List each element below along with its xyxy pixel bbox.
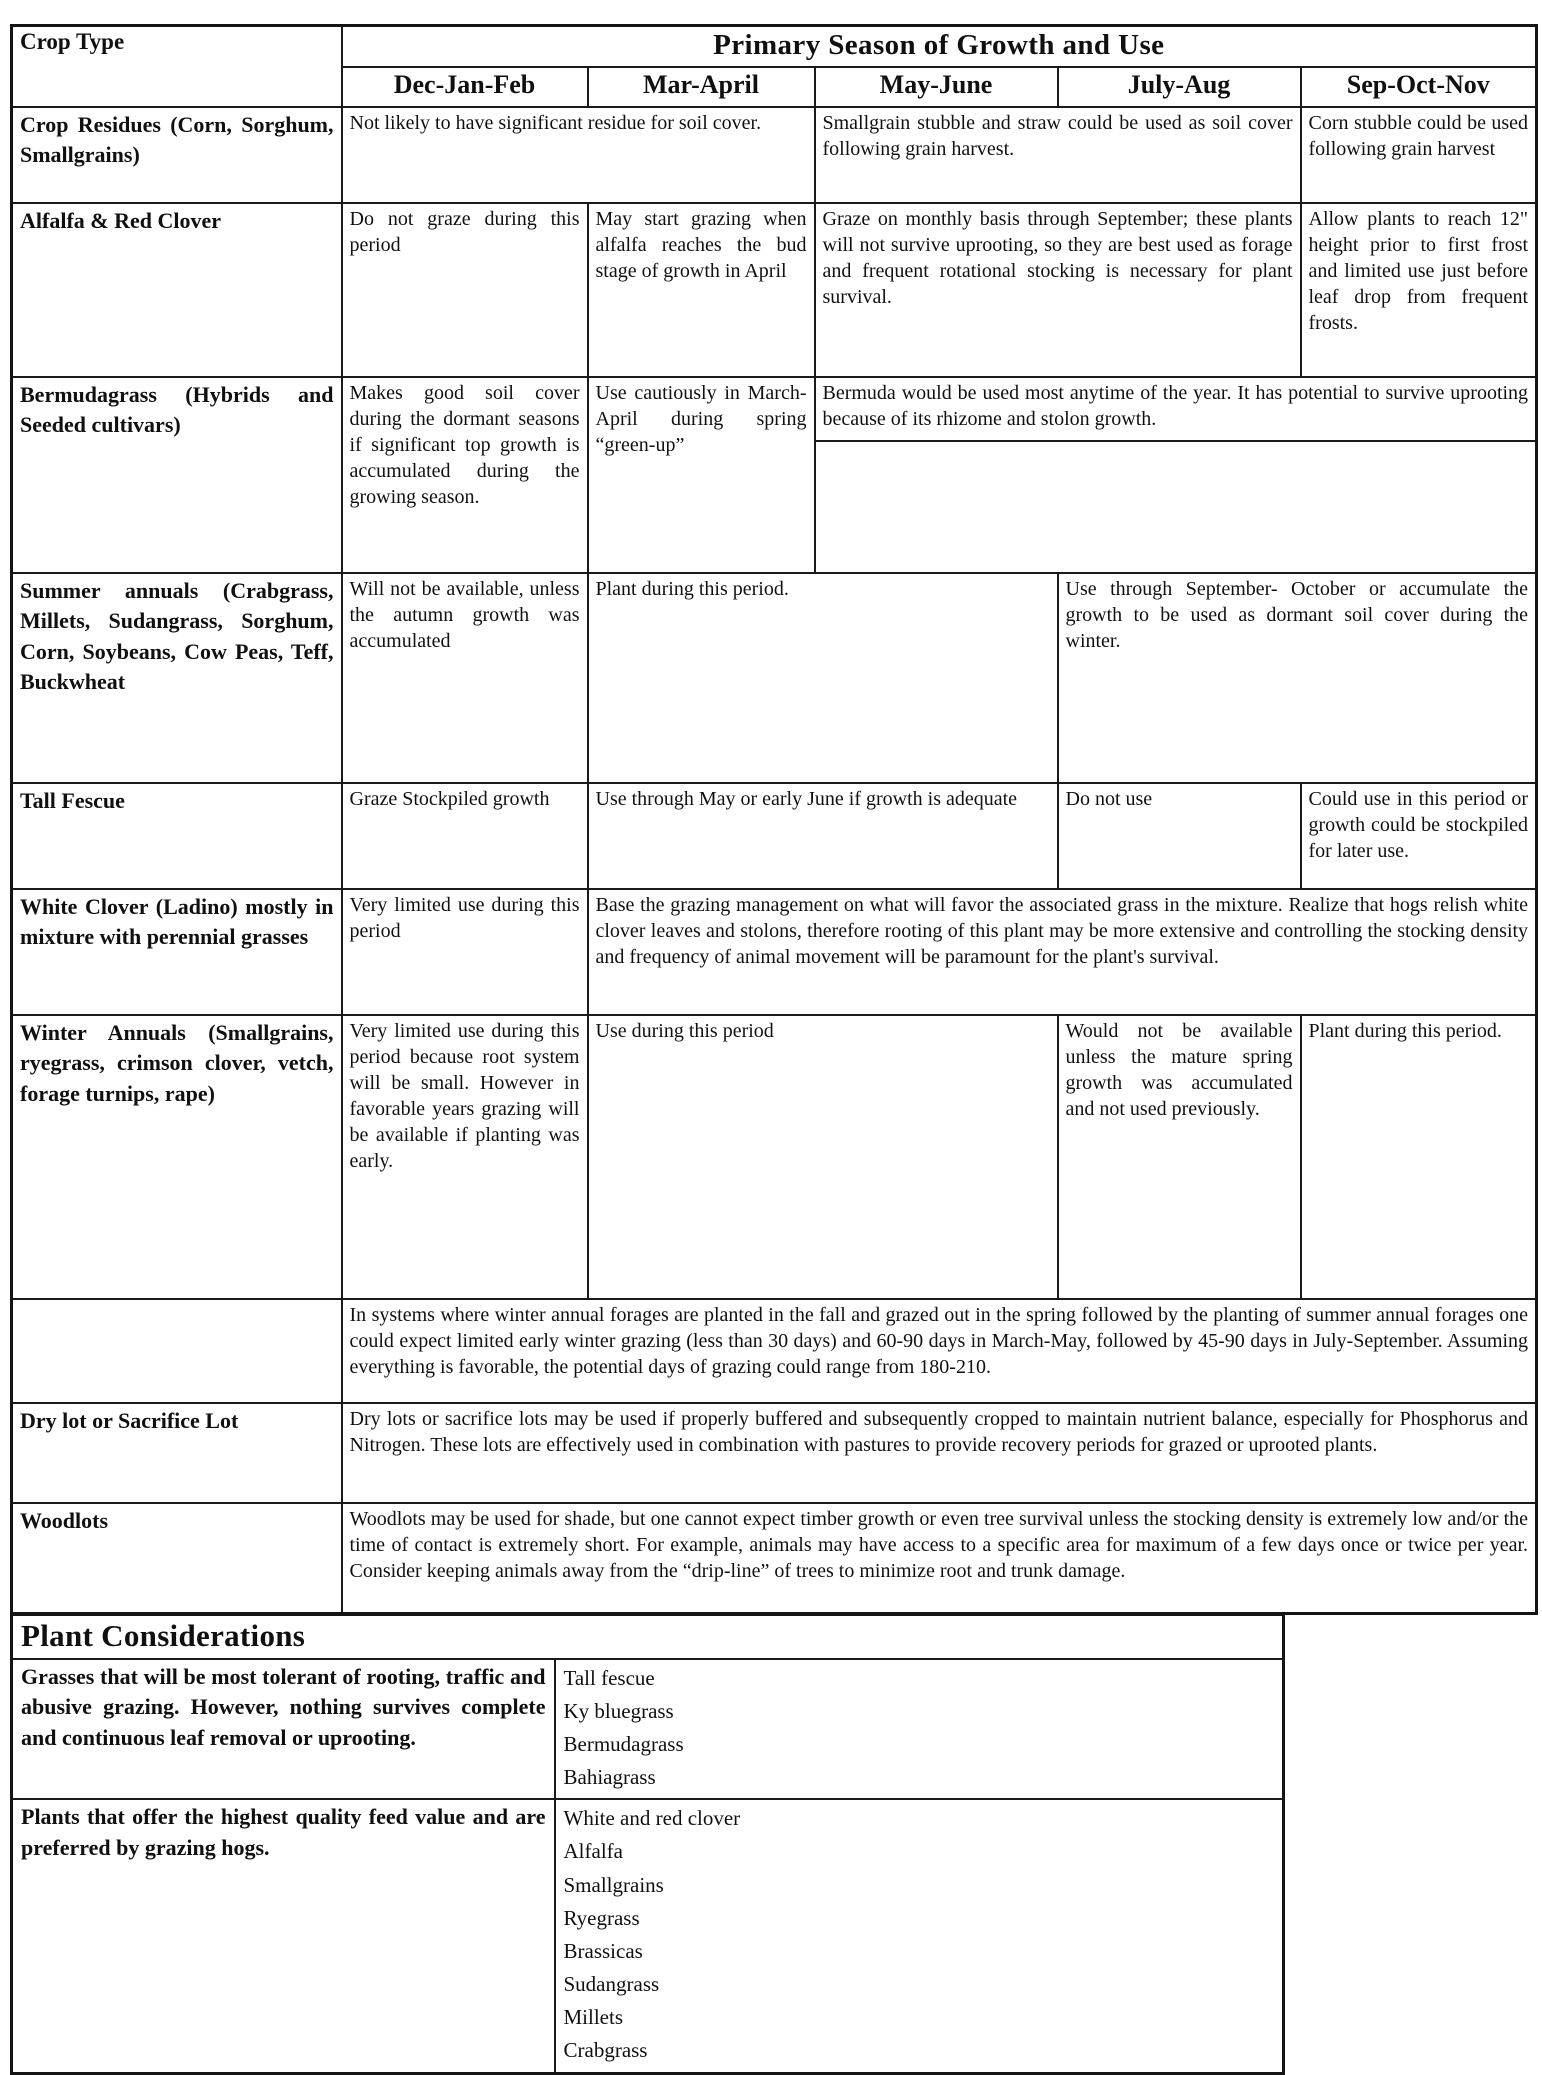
table-row-dry-lot: [12, 1403, 1537, 1503]
table-row-winter-summer-systems-note: [12, 1299, 1537, 1403]
consideration-description: Grasses that will be most tolerant of rooting, traffic and abusive grazing. However, nothing survives complete and continuous leaf removal or uprooting.: [12, 1659, 555, 1800]
season-cell: In systems where winter annual forages are planted in the fall and grazed out in the spring followed by the planting of summer annual forages one could expect limited early winter grazing (less than 30 days) and 60-90 days in March-May, followed by 45-90 days in July-September. Assuming everything is favorable, the potential days of grazing could range from 180-210.: [342, 1299, 1537, 1403]
season-cell: Plant during this period.: [1301, 1015, 1537, 1299]
table-row-woodlots: [12, 1503, 1537, 1613]
plant-considerations-header-row: [12, 1614, 1284, 1659]
season-cell: Graze on monthly basis through September; these plants will not survive uprooting, so they are best used as forage and frequent rotational stocking is necessary for plant survival.: [815, 203, 1301, 377]
table-row-crop-residues: [12, 107, 1537, 203]
plant-considerations-title: Plant Considerations: [12, 1614, 1284, 1659]
crop-type-cell: Summer annuals (Crabgrass, Millets, Sudangrass, Sorghum, Corn, Soybeans, Cow Peas, Teff, Buckwheat: [12, 573, 342, 783]
consideration-description: Plants that offer the highest quality feed value and are preferred by grazing hogs.: [12, 1799, 555, 2073]
header-row-season: [12, 26, 1537, 68]
table-row-alfalfa-red-clover: [12, 203, 1537, 377]
season-cell: Very limited use during this period because root system will be small. However in favorable years grazing will be available if planting was early.: [342, 1015, 588, 1299]
crop-type-cell: Crop Residues (Corn, Sorghum, Smallgrains): [12, 107, 342, 203]
season-cell: May start grazing when alfalfa reaches the bud stage of growth in April: [588, 203, 815, 377]
season-cell: Do not graze during this period: [342, 203, 588, 377]
season-cell: Would not be available unless the mature spring growth was accumulated and not used previously.: [1058, 1015, 1301, 1299]
corner-header-crop-type: Crop Type: [12, 26, 342, 108]
season-cell: Do not use: [1058, 783, 1301, 889]
season-cell: Plant during this period.: [588, 573, 1058, 783]
plant-considerations-table: [10, 1613, 1285, 2075]
season-cell: Makes good soil cover during the dormant seasons if significant top growth is accumulated during the growing season.: [342, 377, 588, 573]
plant-list-item: Smallgrains: [563, 1872, 664, 1897]
plant-list-item: Sudangrass: [563, 1972, 660, 1997]
plant-list-item: Millets: [563, 2005, 624, 2030]
season-cell: Could use in this period or growth could be stockpiled for later use.: [1301, 783, 1537, 889]
season-cell-text: Bermuda would be used most anytime of the year. It has potential to survive uprooting because of its rhizome and stolon growth.: [816, 378, 1536, 442]
season-cell: Allow plants to reach 12" height prior to first frost and limited use just before leaf drop from frequent frosts.: [1301, 203, 1537, 377]
season-cell: [815, 377, 1537, 573]
crop-type-cell: Tall Fescue: [12, 783, 342, 889]
plant-list: [555, 1659, 1284, 1800]
season-cell: Woodlots may be used for shade, but one cannot expect timber growth or even tree survival unless the stocking density is extremely low and/or the time of contact is extremely short. For example, animals may have access to a specific area for maximum of a few days once or twice per year. Consider keeping animals away from the “drip-line” of trees to minimize root and trunk damage.: [342, 1503, 1537, 1613]
plant-list-item: Alfalfa: [563, 1839, 623, 1864]
plant-list-item: Crabgrass: [563, 2038, 648, 2063]
column-header-sep-oct-nov: Sep-Oct-Nov: [1301, 67, 1537, 107]
table-row-summer-annuals: [12, 573, 1537, 783]
plant-list-item: Ryegrass: [563, 1905, 640, 1930]
season-cell: Use through September- October or accumulate the growth to be used as dormant soil cover during the winter.: [1058, 573, 1537, 783]
column-header-mar-april: Mar-April: [588, 67, 815, 107]
crop-type-cell: Alfalfa & Red Clover: [12, 203, 342, 377]
table-row-white-clover: [12, 889, 1537, 1015]
season-cell: Use cautiously in March-April during spring “green-up”: [588, 377, 815, 573]
season-cell: Base the grazing management on what will favor the associated grass in the mixture. Realize that hogs relish white clover leaves and stolons, therefore rooting of this plant may be more extensive and controlling the stocking density and frequency of animal movement will be paramount for the plant's survival.: [588, 889, 1537, 1015]
column-header-may-june: May-June: [815, 67, 1058, 107]
plant-list-item: Bermudagrass: [563, 1731, 684, 1756]
season-cell: Graze Stockpiled growth: [342, 783, 588, 889]
plant-list-item: Tall fescue: [563, 1665, 655, 1690]
table-row-bermudagrass: [12, 377, 1537, 573]
season-header: Primary Season of Growth and Use: [342, 26, 1537, 68]
season-cell: Will not be available, unless the autumn growth was accumulated: [342, 573, 588, 783]
table-row-winter-annuals: [12, 1015, 1537, 1299]
crop-season-table: [10, 24, 1538, 1615]
crop-type-cell: [12, 1299, 342, 1403]
season-cell: Dry lots or sacrifice lots may be used if properly buffered and subsequently cropped to maintain nutrient balance, especially for Phosphorus and Nitrogen. These lots are effectively used in combination with pastures to provide recovery periods for grazed or uprooted plants.: [342, 1403, 1537, 1503]
season-cell: Not likely to have significant residue for soil cover.: [342, 107, 815, 203]
crop-type-cell: White Clover (Ladino) mostly in mixture with perennial grasses: [12, 889, 342, 1015]
season-cell: Smallgrain stubble and straw could be used as soil cover following grain harvest.: [815, 107, 1301, 203]
column-header-dec-jan-feb: Dec-Jan-Feb: [342, 67, 588, 107]
plant-list-item: White and red clover: [563, 1806, 741, 1831]
plant-list-item: Bahiagrass: [563, 1765, 656, 1790]
plant-list-item: Brassicas: [563, 1938, 643, 1963]
season-cell: Corn stubble could be used following grain harvest: [1301, 107, 1537, 203]
season-cell: Use through May or early June if growth is adequate: [588, 783, 1058, 889]
table-row-tall-fescue: [12, 783, 1537, 889]
plant-list-item: Ky bluegrass: [563, 1698, 674, 1723]
season-cell: Very limited use during this period: [342, 889, 588, 1015]
crop-type-cell: Bermudagrass (Hybrids and Seeded cultivars): [12, 377, 342, 573]
season-cell: Use during this period: [588, 1015, 1058, 1299]
crop-type-cell: Woodlots: [12, 1503, 342, 1613]
consideration-row-quality-feed: [12, 1799, 1284, 2073]
column-header-july-aug: July-Aug: [1058, 67, 1301, 107]
consideration-row-tolerant-grasses: [12, 1659, 1284, 1800]
crop-type-cell: Winter Annuals (Smallgrains, ryegrass, crimson clover, vetch, forage turnips, rape): [12, 1015, 342, 1299]
crop-type-cell: Dry lot or Sacrifice Lot: [12, 1403, 342, 1503]
plant-list: [555, 1799, 1284, 2073]
